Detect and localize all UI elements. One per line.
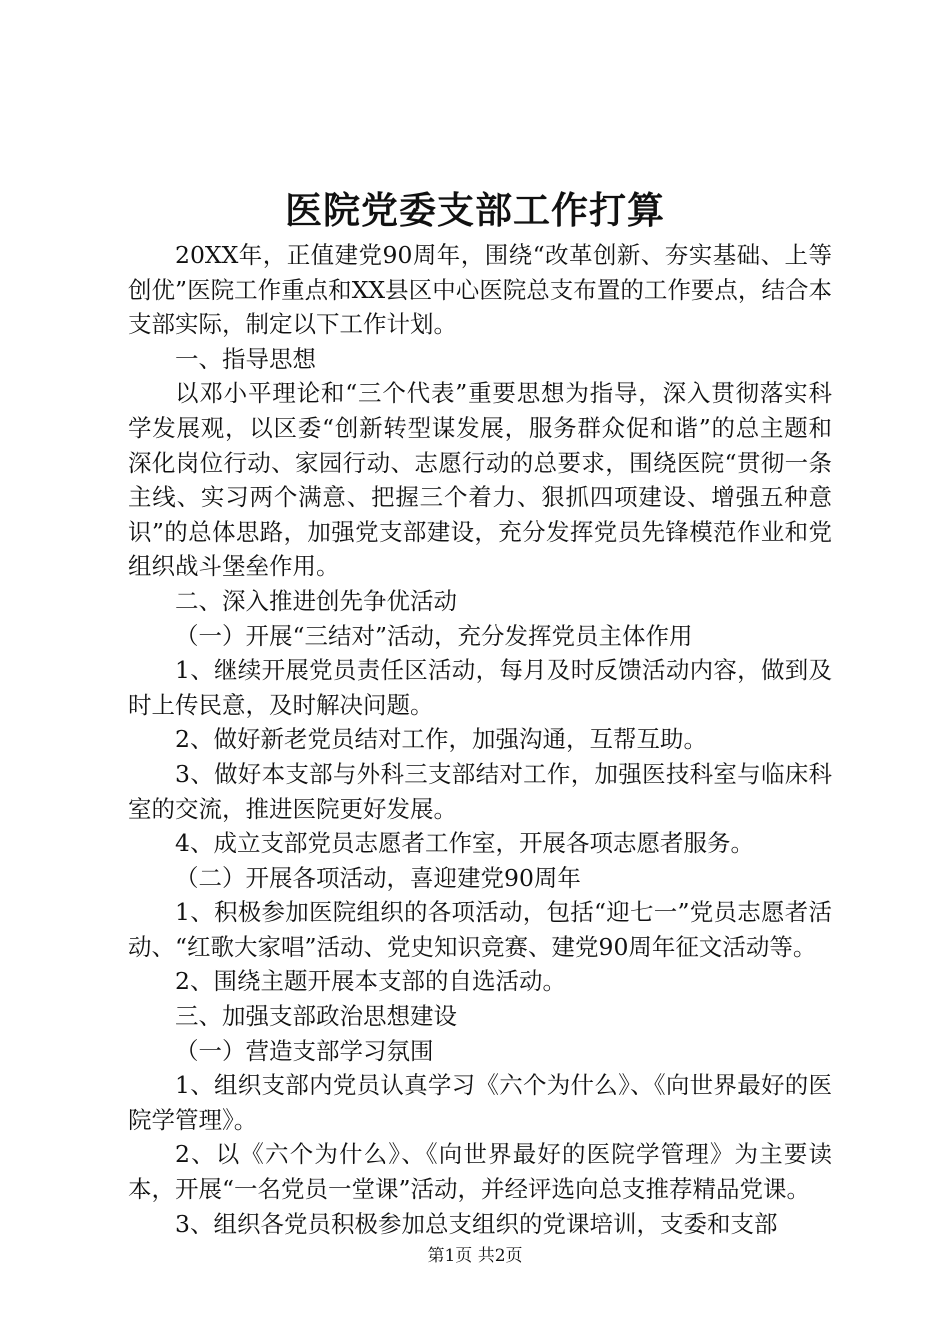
list-item: 2、以《六个为什么》、《向世界最好的医院学管理》为主要读本，开展“一名党员一堂课”活动，并经评选向总支推荐精品党课。	[128, 1140, 832, 1204]
section-heading-3: 三、加强支部政治思想建设	[175, 1002, 457, 1031]
subsection-heading-2-1: （一）开展“三结对”活动，充分发挥党员主体作用	[175, 621, 693, 650]
list-item: 2、围绕主题开展本支部的自选活动。	[175, 967, 566, 996]
document-body	[128, 238, 832, 1241]
list-item: 3、组织各党员积极参加总支组织的党课培训，支委和支部	[175, 1209, 778, 1238]
page-number-footer: 第1页 共2页	[427, 1246, 523, 1266]
subsection-heading-3-1: （一）营造支部学习氛围	[175, 1036, 434, 1065]
paragraph-guiding-thought: 以邓小平理论和“三个代表”重要思想为指导，深入贯彻落实科学发展观，以区委“创新转型谋发展，服务群众促和谐”的总主题和深化岗位行动、家园行动、志愿行动的总要求，围绕医院“贯彻一条主线、实习两个满意、把握三个着力、狠抓四项建设、增强五种意识”的总体思路，加强党支部建设，充分发挥党员先锋模范作业和党组织战斗堡垒作用。	[128, 379, 832, 581]
list-item: 1、继续开展党员责任区活动，每月及时反馈活动内容，做到及时上传民意，及时解决问题。	[128, 656, 832, 719]
list-item: 3、做好本支部与外科三支部结对工作，加强医技科室与临床科室的交流，推进医院更好发展。	[128, 759, 832, 823]
section-heading-2: 二、深入推进创先争优活动	[175, 586, 457, 615]
document-title: 医院党委支部工作打算	[285, 188, 665, 232]
section-heading-1: 一、指导思想	[175, 344, 316, 373]
subsection-heading-2-2: （二）开展各项活动，喜迎建党90周年	[175, 863, 581, 892]
list-item: 4、成立支部党员志愿者工作室，开展各项志愿者服务。	[175, 829, 754, 858]
paragraph-intro: 20XX年，正值建党90周年，围绕“改革创新、夯实基础、上等创优”医院工作重点和XX县区中心医院总支布置的工作要点，结合本支部实际，制定以下工作计划。	[128, 241, 832, 339]
list-item: 1、积极参加医院组织的各项活动，包括“迎七一”党员志愿者活动、“红歌大家唱”活动、党史知识竞赛、建党90周年征文活动等。	[128, 898, 832, 961]
list-item: 2、做好新老党员结对工作，加强沟通，互帮互助。	[175, 725, 707, 754]
list-item: 1、组织支部内党员认真学习《六个为什么》、《向世界最好的医院学管理》。	[128, 1071, 832, 1134]
